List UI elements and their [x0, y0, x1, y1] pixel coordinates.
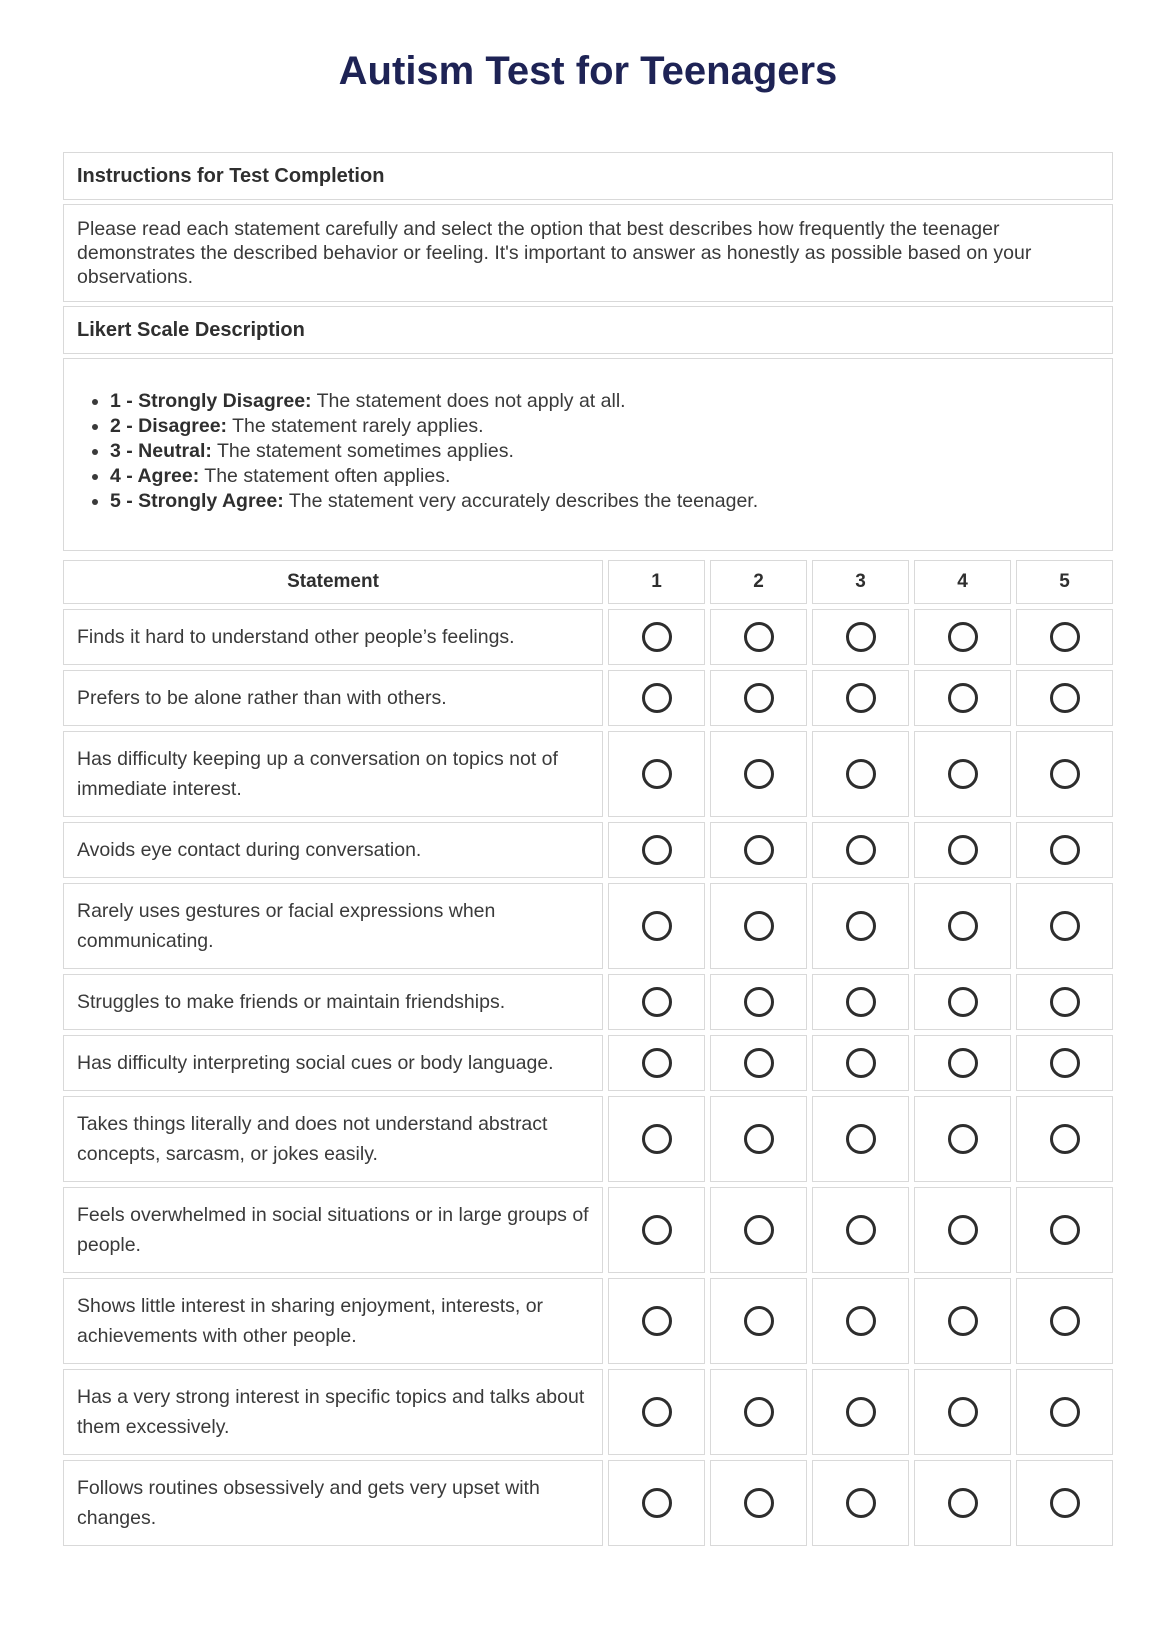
table-row	[63, 974, 1113, 1030]
choice-cell	[1016, 974, 1113, 1030]
radio-button[interactable]	[846, 683, 876, 713]
radio-button[interactable]	[642, 1124, 672, 1154]
choice-cell	[812, 974, 909, 1030]
radio-button[interactable]	[948, 1488, 978, 1518]
choice-cell	[710, 1096, 807, 1182]
radio-button[interactable]	[1050, 1124, 1080, 1154]
radio-button[interactable]	[1050, 1306, 1080, 1336]
table-row	[63, 1035, 1113, 1091]
scale-header-cell: 1	[608, 560, 705, 604]
radio-button[interactable]	[744, 1488, 774, 1518]
choice-cell	[812, 731, 909, 817]
choice-cell	[710, 1369, 807, 1455]
radio-button[interactable]	[744, 622, 774, 652]
statement-cell: Has difficulty interpreting social cues or body language.	[63, 1035, 603, 1091]
radio-button[interactable]	[744, 1048, 774, 1078]
radio-button[interactable]	[642, 835, 672, 865]
choice-cell	[914, 883, 1011, 969]
choice-cell	[812, 1460, 909, 1546]
choice-cell	[710, 1187, 807, 1273]
choice-cell	[1016, 883, 1113, 969]
likert-item	[110, 464, 1099, 489]
choice-cell	[608, 1187, 705, 1273]
scale-header-cell: 5	[1016, 560, 1113, 604]
choice-cell	[812, 1369, 909, 1455]
choice-cell	[608, 883, 705, 969]
likert-item	[110, 414, 1099, 439]
statement-cell: Feels overwhelmed in social situations or in large groups of people.	[63, 1187, 603, 1273]
table-row	[63, 670, 1113, 726]
radio-button[interactable]	[846, 911, 876, 941]
likert-item-text: The statement sometimes applies.	[216, 440, 514, 462]
choice-cell	[608, 1096, 705, 1182]
radio-button[interactable]	[1050, 1048, 1080, 1078]
choice-cell	[710, 1460, 807, 1546]
statement-cell: Avoids eye contact during conversation.	[63, 822, 603, 878]
radio-button[interactable]	[642, 622, 672, 652]
radio-button[interactable]	[846, 1124, 876, 1154]
likert-item-text: The statement rarely applies.	[232, 415, 484, 437]
radio-button[interactable]	[642, 683, 672, 713]
radio-button[interactable]	[642, 1488, 672, 1518]
statement-cell: Shows little interest in sharing enjoyment, interests, or achievements with other people.	[63, 1278, 603, 1364]
radio-button[interactable]	[744, 1124, 774, 1154]
radio-button[interactable]	[948, 1306, 978, 1336]
table-row	[63, 731, 1113, 817]
likert-item	[110, 489, 1099, 514]
choice-cell	[608, 670, 705, 726]
choice-cell	[710, 609, 807, 665]
radio-button[interactable]	[744, 759, 774, 789]
scale-header-cell: 3	[812, 560, 909, 604]
scale-header-cell: 2	[710, 560, 807, 604]
choice-cell	[608, 1278, 705, 1364]
choice-cell	[914, 1096, 1011, 1182]
radio-button[interactable]	[846, 987, 876, 1017]
radio-button[interactable]	[642, 1397, 672, 1427]
statement-cell: Has a very strong interest in specific topics and talks about them excessively.	[63, 1369, 603, 1455]
radio-button[interactable]	[846, 622, 876, 652]
likert-item-label: 4 - Agree:	[110, 465, 200, 487]
radio-button[interactable]	[1050, 987, 1080, 1017]
choice-cell	[914, 1035, 1011, 1091]
radio-button[interactable]	[948, 622, 978, 652]
likert-list	[77, 389, 1099, 514]
radio-button[interactable]	[846, 1397, 876, 1427]
likert-item-label: 3 - Neutral:	[110, 440, 212, 462]
radio-button[interactable]	[948, 1124, 978, 1154]
radio-button[interactable]	[948, 683, 978, 713]
choice-cell	[914, 670, 1011, 726]
instructions-heading: Instructions for Test Completion	[63, 152, 1113, 200]
instructions-body: Please read each statement carefully and select the option that best describes how frequently the teenager demonstrates the described behavior or feeling. It's important to answer as honestly as possible based on your observations.	[63, 204, 1113, 302]
radio-button[interactable]	[846, 1306, 876, 1336]
choice-cell	[812, 1035, 909, 1091]
table-row	[63, 1278, 1113, 1364]
choice-cell	[914, 1187, 1011, 1273]
radio-button[interactable]	[642, 911, 672, 941]
radio-button[interactable]	[744, 1215, 774, 1245]
radio-button[interactable]	[948, 835, 978, 865]
radio-button[interactable]	[642, 759, 672, 789]
choice-cell	[1016, 1187, 1113, 1273]
statement-cell: Struggles to make friends or maintain friendships.	[63, 974, 603, 1030]
likert-heading: Likert Scale Description	[63, 306, 1113, 354]
choice-cell	[812, 670, 909, 726]
radio-button[interactable]	[744, 911, 774, 941]
choice-cell	[812, 1187, 909, 1273]
choice-cell	[1016, 1278, 1113, 1364]
radio-button[interactable]	[1050, 911, 1080, 941]
radio-button[interactable]	[1050, 683, 1080, 713]
radio-button[interactable]	[846, 835, 876, 865]
likert-item	[110, 389, 1099, 414]
radio-button[interactable]	[642, 1306, 672, 1336]
choice-cell	[710, 1035, 807, 1091]
choice-cell	[710, 974, 807, 1030]
choice-cell	[812, 822, 909, 878]
choice-cell	[914, 1460, 1011, 1546]
radio-button[interactable]	[642, 1048, 672, 1078]
choice-cell	[1016, 1035, 1113, 1091]
radio-button[interactable]	[744, 1306, 774, 1336]
radio-button[interactable]	[948, 987, 978, 1017]
choice-cell	[710, 883, 807, 969]
choice-cell	[608, 822, 705, 878]
choice-cell	[608, 1035, 705, 1091]
choice-cell	[812, 1096, 909, 1182]
radio-button[interactable]	[744, 1397, 774, 1427]
choice-cell	[608, 731, 705, 817]
table-row	[63, 1369, 1113, 1455]
table-row	[63, 883, 1113, 969]
radio-button[interactable]	[846, 1215, 876, 1245]
likert-item-text: The statement does not apply at all.	[316, 390, 626, 412]
statement-cell: Has difficulty keeping up a conversation on topics not of immediate interest.	[63, 731, 603, 817]
choice-cell	[914, 974, 1011, 1030]
table-header-row	[63, 560, 1113, 604]
choice-cell	[914, 609, 1011, 665]
radio-button[interactable]	[846, 1048, 876, 1078]
choice-cell	[812, 609, 909, 665]
choice-cell	[914, 731, 1011, 817]
choice-cell	[914, 1278, 1011, 1364]
choice-cell	[608, 609, 705, 665]
statement-cell: Takes things literally and does not understand abstract concepts, sarcasm, or jokes easily.	[63, 1096, 603, 1182]
radio-button[interactable]	[642, 987, 672, 1017]
table-row	[63, 1096, 1113, 1182]
table-row	[63, 1187, 1113, 1273]
radio-button[interactable]	[1050, 622, 1080, 652]
statement-cell: Prefers to be alone rather than with others.	[63, 670, 603, 726]
radio-button[interactable]	[1050, 1397, 1080, 1427]
choice-cell	[710, 822, 807, 878]
radio-button[interactable]	[1050, 1488, 1080, 1518]
choice-cell	[812, 883, 909, 969]
choice-cell	[608, 974, 705, 1030]
radio-button[interactable]	[744, 987, 774, 1017]
radio-button[interactable]	[1050, 1215, 1080, 1245]
choice-cell	[608, 1460, 705, 1546]
radio-button[interactable]	[846, 1488, 876, 1518]
radio-button[interactable]	[948, 759, 978, 789]
choice-cell	[1016, 1369, 1113, 1455]
choice-cell	[914, 1369, 1011, 1455]
choice-cell	[710, 1278, 807, 1364]
choice-cell	[1016, 1460, 1113, 1546]
radio-button[interactable]	[1050, 835, 1080, 865]
choice-cell	[914, 822, 1011, 878]
choice-cell	[710, 670, 807, 726]
radio-button[interactable]	[846, 759, 876, 789]
statements-table	[58, 555, 1118, 1551]
statement-cell: Rarely uses gestures or facial expressions when communicating.	[63, 883, 603, 969]
likert-item-text: The statement very accurately describes the teenager.	[288, 490, 759, 512]
radio-button[interactable]	[642, 1215, 672, 1245]
likert-item-label: 5 - Strongly Agree:	[110, 490, 284, 512]
radio-button[interactable]	[948, 911, 978, 941]
statement-header-cell: Statement	[63, 560, 603, 604]
choice-cell	[1016, 731, 1113, 817]
likert-description-box	[63, 358, 1113, 551]
likert-item-label: 1 - Strongly Disagree:	[110, 390, 312, 412]
choice-cell	[1016, 1096, 1113, 1182]
choice-cell	[1016, 609, 1113, 665]
choice-cell	[812, 1278, 909, 1364]
choice-cell	[1016, 670, 1113, 726]
page-title: Autism Test for Teenagers	[338, 49, 838, 93]
choice-cell	[608, 1369, 705, 1455]
radio-button[interactable]	[744, 683, 774, 713]
scale-header-cell: 4	[914, 560, 1011, 604]
radio-button[interactable]	[948, 1397, 978, 1427]
statement-cell: Finds it hard to understand other people’s feelings.	[63, 609, 603, 665]
table-row	[63, 609, 1113, 665]
table-row	[63, 1460, 1113, 1546]
choice-cell	[1016, 822, 1113, 878]
likert-item-text: The statement often applies.	[204, 465, 451, 487]
radio-button[interactable]	[948, 1048, 978, 1078]
radio-button[interactable]	[948, 1215, 978, 1245]
radio-button[interactable]	[744, 835, 774, 865]
choice-cell	[710, 731, 807, 817]
statement-cell: Follows routines obsessively and gets very upset with changes.	[63, 1460, 603, 1546]
likert-item	[110, 439, 1099, 464]
table-row	[63, 822, 1113, 878]
radio-button[interactable]	[1050, 759, 1080, 789]
likert-item-label: 2 - Disagree:	[110, 415, 228, 437]
